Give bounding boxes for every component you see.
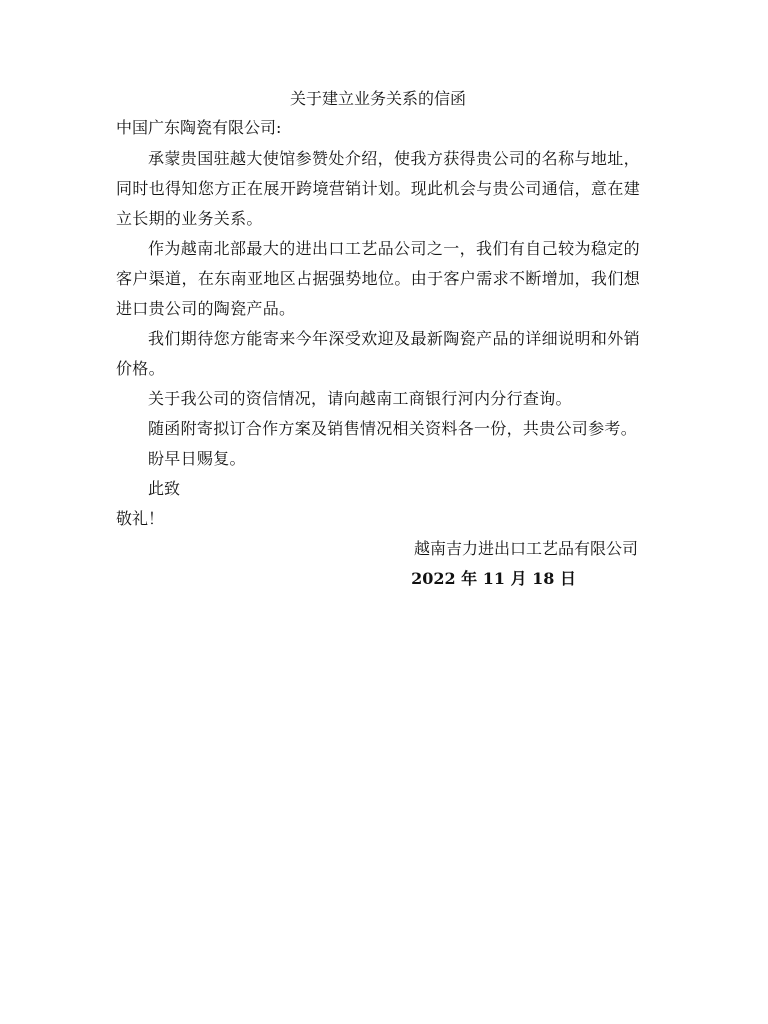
paragraph-credit-reference: 关于我公司的资信情况，请向越南工商银行河内分行查询。 [148, 389, 572, 408]
letter-salutation: 中国广东陶瓷有限公司: [116, 118, 282, 137]
paragraph-reply-request: 盼早日赐复。 [148, 449, 246, 468]
paragraph-introduction: 承蒙贵国驻越大使馆参赞处介绍，使我方获得贵公司的名称与地址，同时也得知您方正在展开跨境营销计划。现此机会与贵公司通信，意在建立长期的业务关系。 [116, 149, 640, 228]
paragraph-request: 我们期待您方能寄来今年深受欢迎及最新陶瓷产品的详细说明和外销价格。 [116, 329, 640, 378]
paragraph-enclosure: 随函附寄拟订合作方案及销售情况相关资料各一份，共贵公司参考。 [148, 419, 638, 438]
letter-body [116, 88, 640, 594]
letter-signature: 越南吉力进出口工艺品有限公司 [413, 539, 638, 558]
letter-date: 2022 年 11 月 18 日 [411, 569, 576, 588]
letter-title: 关于建立业务关系的信函 [289, 89, 466, 108]
letter-regards: 敬礼！ [116, 509, 165, 528]
letter-closing: 此致 [148, 479, 181, 498]
paragraph-company-profile: 作为越南北部最大的进出口工艺品公司之一，我们有自己较为稳定的客户渠道，在东南亚地区占据强势地位。由于客户需求不断增加，我们想进口贵公司的陶瓷产品。 [116, 239, 640, 318]
